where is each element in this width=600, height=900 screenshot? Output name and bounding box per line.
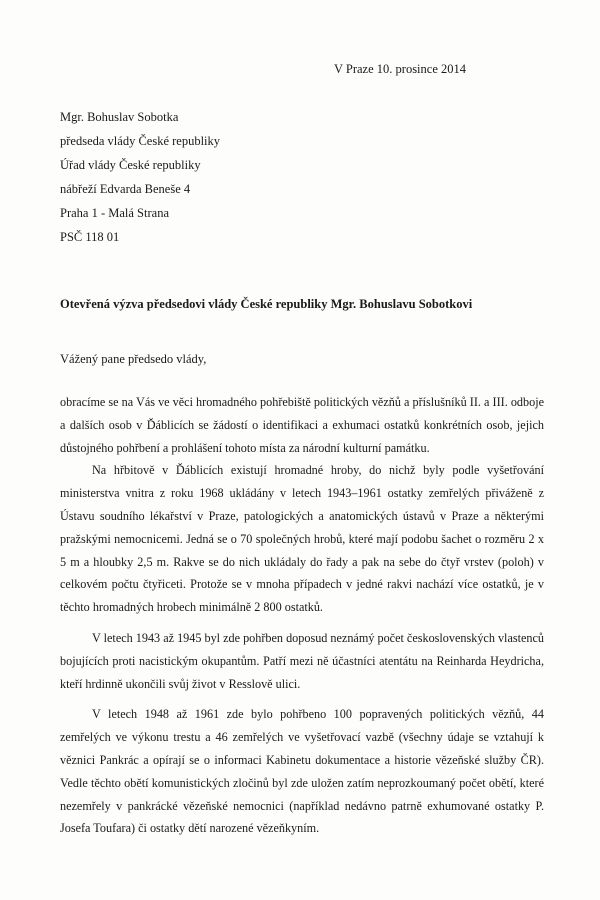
recipient-street: nábřeží Edvarda Beneše 4 bbox=[60, 182, 191, 196]
letter-body bbox=[60, 391, 544, 840]
body-paragraph: V letech 1943 až 1945 byl zde pohřben doposud neznámý počet československých vlastenců bojujících proti nacistickým okupantům. Patří mezi ně účastníci atentátu na Reinharda Heydricha, kteří hrdinně ukončili svůj život v Resslově ulici. bbox=[60, 630, 544, 691]
letter-date: V Praze 10. prosince 2014 bbox=[333, 62, 466, 76]
recipient-role: předseda vlády České republiky bbox=[60, 134, 221, 148]
body-paragraph: V letech 1948 až 1961 zde bylo pohřbeno 100 popravených politických vězňů, 44 zemřelých ve výkonu trestu a 46 zemřelých ve vyšetřovací vazbě (všechny údaje se vztahují k věznici Pankrác a opírají se o informaci Kabinetu dokumentace a historie vězeňské služby ČR). Vedle těchto obětí komunistických zločinů byl zde uložen zatím neprozkoumaný počet obětí, které nezemřely v pankrácké vězeňské nemocnici (například nedávno patrně exhumované ostatky P. Josefa Toufara) či ostatky dětí narozené vězeňkyním. bbox=[60, 707, 544, 836]
body-paragraph: obracíme se na Vás ve věci hromadného pohřebiště politických vězňů a příslušníků II. a III. odboje a dalších osob v Ďáblicích se žádostí o identifikaci a exhumaci ostatků konkrétních osob, jejich důstojného pohřbení a prohlášení tohoto místa za národní kulturní památku. bbox=[60, 395, 544, 455]
letter-subject: Otevřená výzva předsedovi vlády České republiky Mgr. Bohuslavu Sobotkovi bbox=[60, 297, 473, 311]
letter-salutation: Vážený pane předsedo vlády, bbox=[60, 352, 207, 366]
recipient-zip: PSČ 118 01 bbox=[60, 230, 120, 244]
recipient-office: Úřad vlády České republiky bbox=[60, 158, 201, 172]
recipient-name: Mgr. Bohuslav Sobotka bbox=[60, 110, 179, 124]
recipient-city: Praha 1 - Malá Strana bbox=[60, 206, 169, 220]
body-paragraph: Na hřbitově v Ďáblicích existují hromadné hroby, do nichž byly podle vyšetřování ministerstva vnitra z roku 1968 ukládány v letech 1943–1961 ostatky zemřelých přiváženě z Ústavu soudního lékařství v Praze, patologických a anatomických ústavů v Praze a některými pražskými nemocnicemi. Jedná se o 70 společných hrobů, které mají podobu šachet o rozměru 2 x 5 m a hloubky 2,5 m. Rakve se do nich ukládaly do řady a pak na sebe do čtyř vrstev (poloh) v celkovém počtu čtyřiceti. Protože se v mnoha případech v jedné rakvi nachází více ostatků, je v těchto hromadných hrobech minimálně 2 800 ostatků. bbox=[60, 463, 544, 615]
recipient-address bbox=[60, 105, 220, 249]
